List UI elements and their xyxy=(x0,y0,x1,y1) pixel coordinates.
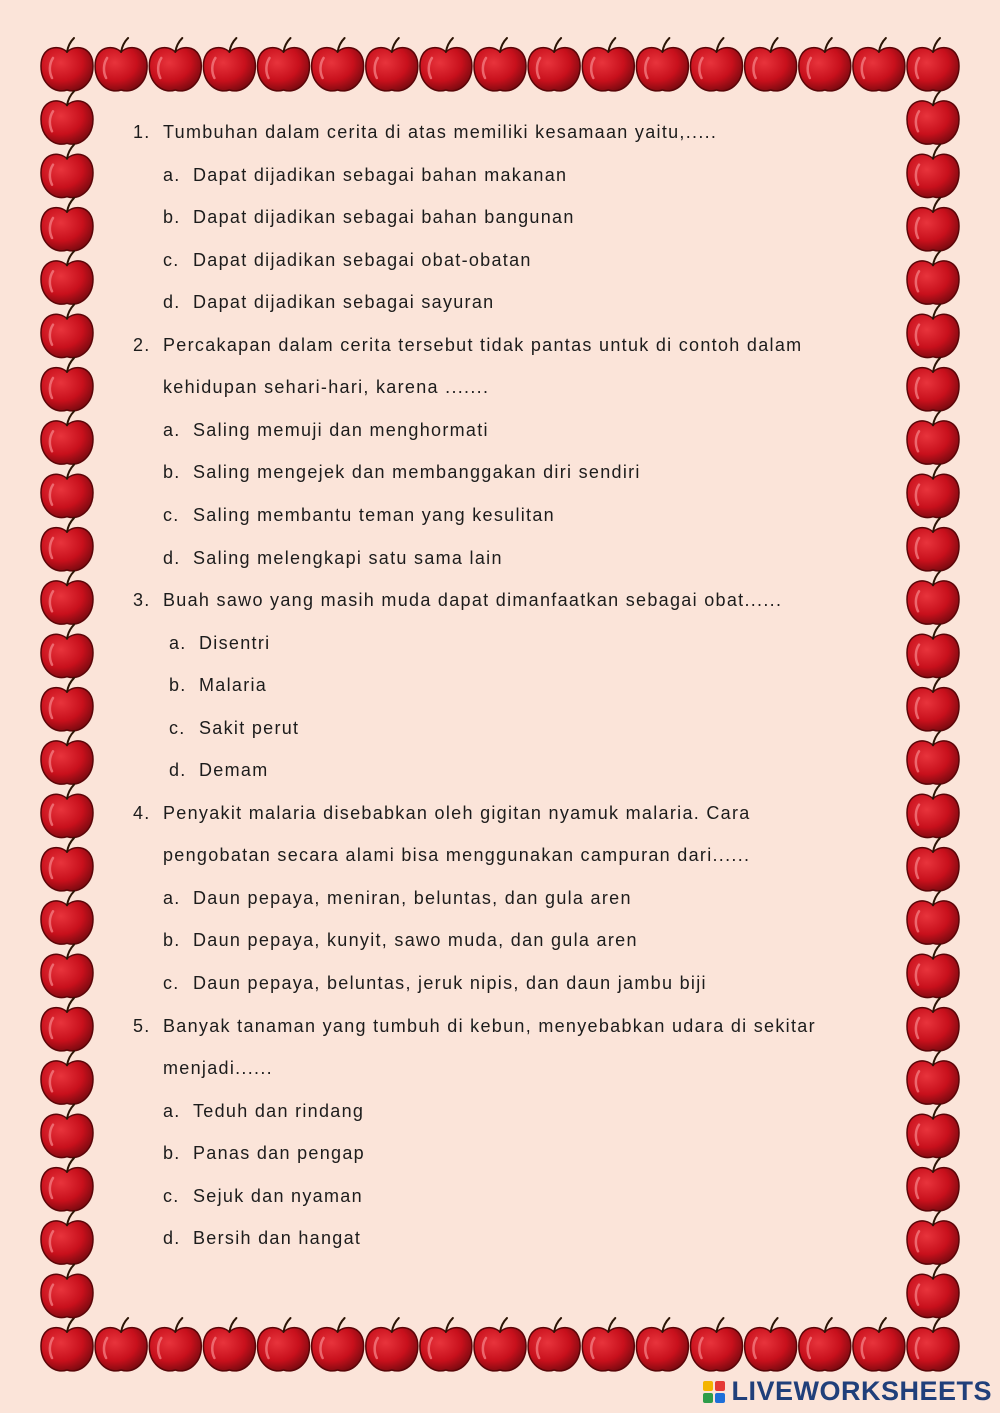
question-4-marker: 4. xyxy=(133,802,151,823)
question-5-option-marker: c. xyxy=(163,1185,180,1206)
question-4-continuation-text: pengobatan secara alami bisa menggunakan campuran dari...... xyxy=(163,845,751,866)
liveworksheets-logo-icon xyxy=(703,1381,727,1403)
question-4-text: Penyakit malaria disebabkan oleh gigitan nyamuk malaria. Cara xyxy=(163,802,751,823)
question-2-option-marker: d. xyxy=(163,547,181,568)
question-3-option-marker: d. xyxy=(169,760,187,781)
question-1-option-marker: c. xyxy=(163,249,180,270)
question-1-option-marker: d. xyxy=(163,292,181,313)
liveworksheets-brand: LIVEWORKSHEETS xyxy=(731,1376,992,1406)
question-5-option-text: Sejuk dan nyaman xyxy=(193,1185,363,1206)
question-4-option-text: Daun pepaya, meniran, beluntas, dan gula aren xyxy=(193,887,632,908)
question-3-option-text: Demam xyxy=(199,760,269,781)
question-5-option-text: Panas dan pengap xyxy=(193,1143,365,1164)
question-2-option-marker: b. xyxy=(163,462,181,483)
question-2-marker: 2. xyxy=(133,334,151,355)
question-5-marker: 5. xyxy=(133,1015,151,1036)
question-1-option-text: Dapat dijadikan sebagai bahan makanan xyxy=(193,164,568,185)
question-4-option-marker: b. xyxy=(163,930,181,951)
question-2-option-text: Saling melengkapi satu sama lain xyxy=(193,547,503,568)
question-3-option-text: Malaria xyxy=(199,675,268,696)
question-2-continuation-text: kehidupan sehari-hari, karena ....... xyxy=(163,377,490,398)
question-3-option-text: Disentri xyxy=(199,632,271,653)
question-4-option-text: Daun pepaya, kunyit, sawo muda, dan gula aren xyxy=(193,930,638,951)
question-2-option-text: Saling memuji dan menghormati xyxy=(193,419,489,440)
question-2-option-text: Saling membantu teman yang kesulitan xyxy=(193,504,555,525)
question-1-option-text: Dapat dijadikan sebagai obat-obatan xyxy=(193,249,532,270)
question-4-option-marker: c. xyxy=(163,973,180,993)
question-2-option-marker: a. xyxy=(163,419,181,440)
question-3-option-marker: c. xyxy=(169,717,186,738)
question-2-option-marker: c. xyxy=(163,504,180,525)
question-5-option-text: Teduh dan rindang xyxy=(193,1100,365,1121)
question-1-marker: 1. xyxy=(133,122,151,142)
question-4-option-marker: a. xyxy=(163,887,181,908)
question-3-option-text: Sakit perut xyxy=(199,717,300,738)
question-5-option-text: Bersih dan hangat xyxy=(193,1228,362,1249)
question-5-text: Banyak tanaman yang tumbuh di kebun, menyebabkan udara di sekitar xyxy=(163,1015,816,1036)
liveworksheets-logo xyxy=(703,1376,992,1407)
question-1-option-marker: a. xyxy=(163,164,181,185)
question-3-option-marker: a. xyxy=(169,632,187,653)
question-1-option-marker: b. xyxy=(163,207,181,228)
question-5-option-marker: d. xyxy=(163,1228,181,1249)
question-3-marker: 3. xyxy=(133,590,151,610)
question-5-continuation-text: menjadi...... xyxy=(163,1058,273,1079)
question-2-option-text: Saling mengejek dan membanggakan diri sendiri xyxy=(193,462,641,483)
question-4-option-text: Daun pepaya, beluntas, jeruk nipis, dan daun jambu biji xyxy=(193,973,707,993)
question-2-text: Percakapan dalam cerita tersebut tidak pantas untuk di contoh dalam xyxy=(163,334,803,355)
question-3-text: Buah sawo yang masih muda dapat dimanfaatkan sebagai obat...... xyxy=(163,590,783,610)
question-1-text: Tumbuhan dalam cerita di atas memiliki kesamaan yaitu,..... xyxy=(163,122,718,142)
question-5-option-marker: b. xyxy=(163,1143,181,1164)
question-1-option-text: Dapat dijadikan sebagai sayuran xyxy=(193,292,495,313)
question-5-option-marker: a. xyxy=(163,1100,181,1121)
question-3-option-marker: b. xyxy=(169,675,187,696)
question-1-option-text: Dapat dijadikan sebagai bahan bangunan xyxy=(193,207,575,228)
